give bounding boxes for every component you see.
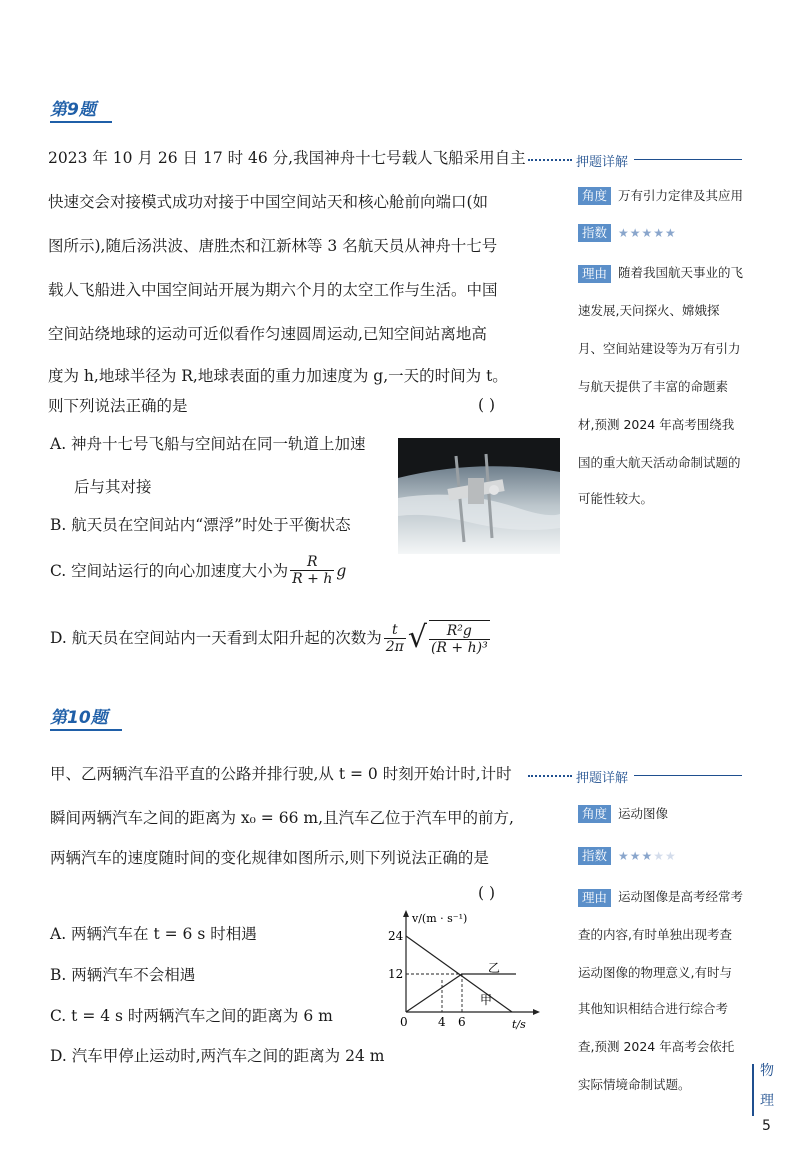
q10-option-d: D. 汽车甲停止运动时,两汽车之间的距离为 24 m (50, 1047, 385, 1065)
q10-stem-line: 两辆汽车的速度随时间的变化规律如图所示,则下列说法正确的是 (50, 849, 489, 867)
q10-side-title: 押题详解 (576, 771, 629, 786)
q9-stem-line: 快速交会对接模式成功对接于中国空间站天和核心舱前向端口(如 (48, 193, 489, 211)
fraction-denominator: 2π (385, 638, 404, 655)
q9-option-c (50, 554, 346, 587)
star-icon: ★★★★★ (618, 849, 677, 863)
q9-option-d-fraction (384, 622, 406, 655)
q10-reason-line: 其他知识相结合进行综合考 (578, 1001, 729, 1016)
x-tick-label: 0 (400, 1015, 408, 1029)
q10-angle-text: 运动图像 (618, 806, 669, 821)
q9-reason-line: 与航天提供了丰富的命题素 (578, 379, 729, 394)
series-yi-label: 乙 (488, 961, 501, 975)
q10-reason-line: 查的内容,有时单独出现考查 (578, 927, 732, 942)
q9-reason-line: 速发展,天问探火、嫦娥探 (578, 303, 720, 318)
q10-answer-paren: ( ) (478, 884, 496, 902)
y-tick-label: 24 (388, 929, 404, 943)
q10-reason-line: 实际情境命制试题。 (578, 1077, 691, 1092)
fraction-denominator: R + h (292, 571, 333, 587)
subject-marker-bar (752, 1064, 754, 1116)
q9-stem-line: 度为 h,地球半径为 R,地球表面的重力加速度为 g,一天的时间为 t。 (48, 367, 508, 385)
side-dotted-leader (528, 159, 572, 161)
q9-reason-tag: 理由 (578, 265, 611, 283)
page-number: 5 (762, 1118, 771, 1134)
x-tick-label: 6 (458, 1015, 466, 1029)
series-jia-label: 甲 (480, 993, 493, 1007)
x-axis-arrow (533, 1009, 540, 1015)
subject-char: 理 (760, 1093, 774, 1109)
y-axis-arrow (403, 910, 409, 917)
q10-option-b: B. 两辆汽车不会相遇 (50, 966, 196, 984)
side-rule (634, 159, 742, 160)
q10-reason-line: 运动图像是高考经常考 (618, 889, 744, 904)
q9-index-tag: 指数 (578, 224, 611, 242)
x-tick-label: 4 (438, 1015, 446, 1029)
q10-option-c: C. t = 4 s 时两辆汽车之间的距离为 6 m (50, 1007, 333, 1025)
y-tick-label: 12 (388, 967, 404, 981)
q9-side-title: 押题详解 (576, 155, 629, 170)
q9-reason-line: 月、空间站建设等为万有引力 (578, 341, 741, 356)
q10-title-underline (50, 729, 122, 731)
fraction-numerator: R (307, 554, 318, 570)
fraction-numerator: R²g (446, 623, 472, 639)
fraction-denominator: (R + h)³ (430, 640, 488, 656)
q10-option-a: A. 两辆汽车在 t = 6 s 时相遇 (50, 925, 257, 943)
side-rule (634, 775, 742, 776)
q9-answer-paren: ( ) (478, 396, 496, 414)
q9-reason-line: 材,预测 2024 年高考围绕我 (578, 417, 735, 432)
q9-stem-line: 图所示),随后汤洪波、唐胜杰和江新林等 3 名航天员从神舟十七号 (48, 237, 498, 255)
q9-option-c-g: g (336, 561, 347, 580)
q9-option-d (50, 620, 492, 656)
y-axis-label: v/(m · s⁻¹) (412, 912, 468, 925)
subject-char: 物 (760, 1063, 774, 1079)
q10-reason-line: 查,预测 2024 年高考会依托 (578, 1039, 735, 1054)
q10-reason-tag: 理由 (578, 889, 611, 907)
side-dotted-leader (528, 775, 572, 777)
q9-reason-line: 随着我国航天事业的飞 (618, 265, 744, 280)
q9-stem-line: 空间站绕地球的运动可近似看作匀速圆周运动,已知空间站离地高 (48, 325, 487, 343)
q9-reason-line: 可能性较大。 (578, 491, 654, 506)
q9-option-a-line2: 后与其对接 (74, 478, 152, 496)
q9-stem-line: 2023 年 10 月 26 日 17 时 46 分,我国神舟十七号载人飞船采用自主 (48, 149, 526, 167)
q10-angle-tag: 角度 (578, 805, 611, 823)
q9-reason-line: 国的重大航天活动命制试题的 (578, 455, 741, 470)
q10-stem-line: 瞬间两辆汽车之间的距离为 x₀ = 66 m,且汽车乙位于汽车甲的前方, (50, 809, 514, 827)
q10-index-tag: 指数 (578, 847, 611, 865)
q9-rating-stars (618, 226, 677, 240)
q9-title: 第9题 (50, 100, 96, 120)
page-subject-marker (752, 1060, 784, 1140)
vt-graph (376, 908, 542, 1032)
q9-option-a-line1: A. 神舟十七号飞船与空间站在同一轨道上加速 (50, 435, 366, 453)
sqrt-icon: √ (407, 620, 427, 655)
star-icon: ★★★★★ (618, 226, 677, 240)
q9-option-c-fraction (290, 554, 334, 587)
q9-option-c-text: C. 空间站运行的向心加速度大小为 (50, 561, 289, 580)
q10-rating-stars (618, 849, 677, 863)
q9-title-underline (50, 121, 112, 123)
q9-option-d-root-fraction (429, 620, 490, 656)
q9-stem-line: 载人飞船进入中国空间站开展为期六个月的太空工作与生活。中国 (48, 281, 498, 299)
space-station-image (398, 438, 560, 554)
fraction-numerator: t (391, 621, 398, 638)
q9-option-b: B. 航天员在空间站内“漂浮”时处于平衡状态 (50, 516, 351, 534)
series-yi-line (406, 974, 516, 1012)
q9-option-d-text: D. 航天员在空间站内一天看到太阳升起的次数为 (50, 629, 382, 647)
x-axis-label: t/s (512, 1018, 526, 1031)
q9-stem-line: 则下列说法正确的是 (48, 397, 188, 415)
q10-stem-line: 甲、乙两辆汽车沿平直的公路并排行驶,从 t = 0 时刻开始计时,计时 (50, 765, 512, 783)
q10-reason-line: 运动图像的物理意义,有时与 (578, 965, 732, 980)
q9-angle-text: 万有引力定律及其应用 (618, 188, 744, 203)
q9-angle-tag: 角度 (578, 187, 611, 205)
q10-title: 第10题 (50, 708, 108, 728)
